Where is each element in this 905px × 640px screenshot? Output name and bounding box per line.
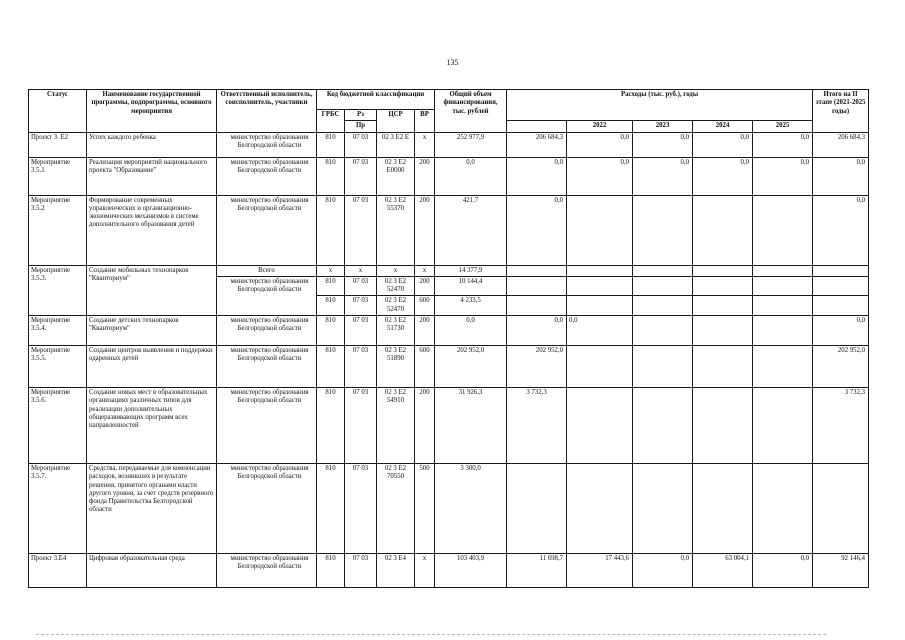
year-2021-cell: 11 698,7 bbox=[507, 553, 567, 587]
year-2023-cell: 0,0 bbox=[633, 553, 693, 587]
vr-cell: х bbox=[415, 265, 435, 276]
header-expenses: Расходы (тыс. руб.), годы bbox=[507, 90, 813, 121]
header-year-2022: 2022 bbox=[567, 121, 633, 132]
year-2023-cell bbox=[633, 195, 693, 265]
year-2024-cell bbox=[693, 315, 753, 345]
csr-cell: 02 3 Е2 51890 bbox=[377, 345, 415, 387]
header-executor: Ответственный исполнитель, соисполнитель, участники bbox=[217, 90, 317, 133]
status-cell: Мероприятие 3.5.5. bbox=[29, 345, 87, 387]
year-2023-cell: 0,0 bbox=[633, 157, 693, 195]
executor-cell: министерство образования Белгородской области bbox=[217, 157, 317, 195]
header-grbs: ГРБС bbox=[317, 110, 345, 133]
name-cell: Средства, передаваемые для компенсации расходов, возникших в результате решения, принятого органами власти другого уровня, за счет средств резервного фонда Правительства Белгородской области bbox=[87, 463, 217, 553]
year-2024-cell bbox=[693, 195, 753, 265]
year-2025-cell bbox=[753, 315, 813, 345]
header-year-2023: 2023 bbox=[633, 121, 693, 132]
header-year-2025: 2025 bbox=[753, 121, 813, 132]
total-cell: 10 144,4 bbox=[435, 276, 507, 296]
csr-cell: 02 3 Е4 bbox=[377, 553, 415, 587]
empty-cell bbox=[693, 296, 753, 316]
name-cell: Создание новых мест в образовательных организациях различных типов для реализации дополнительных общеразвивающих программ всех направленностей bbox=[87, 387, 217, 463]
empty-cell bbox=[693, 265, 753, 276]
executor-cell: министерство образования Белгородской области bbox=[217, 195, 317, 265]
year-2025-cell bbox=[753, 387, 813, 463]
header-status: Статус bbox=[29, 90, 87, 133]
year-2021-cell: 0,0 bbox=[507, 315, 567, 345]
year-2022-cell bbox=[567, 345, 633, 387]
executor-cell: министерство образования Белгородской области bbox=[217, 276, 317, 315]
name-cell: Создание центров выявления и поддержки одаренных детей bbox=[87, 345, 217, 387]
grbs-cell: 810 bbox=[317, 463, 345, 553]
header-year-1 bbox=[507, 121, 567, 132]
total-cell: 103 403,9 bbox=[435, 553, 507, 587]
vr-cell: 200 bbox=[415, 195, 435, 265]
vr-cell: 200 bbox=[415, 157, 435, 195]
csr-cell: 02 3 Е2 51730 bbox=[377, 315, 415, 345]
empty-cell bbox=[507, 296, 567, 316]
empty-cell bbox=[813, 276, 869, 296]
total-cell: 14 377,9 bbox=[435, 265, 507, 276]
empty-cell bbox=[753, 265, 813, 276]
csr-cell: 02 3 Е2 52470 bbox=[377, 276, 415, 296]
year-2022-cell: 17 443,6 bbox=[567, 553, 633, 587]
csr-cell: 02 3 Е2 54910 bbox=[377, 387, 415, 463]
rzpr-cell: 07 03 bbox=[345, 276, 377, 296]
itogo-cell: 0,0 bbox=[813, 315, 869, 345]
year-2025-cell: 0,0 bbox=[753, 132, 813, 157]
year-2022-cell: 0,0 bbox=[567, 157, 633, 195]
total-cell: 202 952,0 bbox=[435, 345, 507, 387]
year-2022-cell: 0,0 bbox=[567, 132, 633, 157]
page-number: 135 bbox=[446, 58, 459, 67]
rzpr-cell: 07 03 bbox=[345, 296, 377, 316]
executor-cell: министерство образования Белгородской области bbox=[217, 463, 317, 553]
empty-cell bbox=[753, 276, 813, 296]
year-2024-cell bbox=[693, 387, 753, 463]
year-2025-cell bbox=[753, 345, 813, 387]
name-cell: Создание мобильных технопарков "Кванториум" bbox=[87, 265, 217, 315]
year-2023-cell bbox=[633, 345, 693, 387]
executor-cell: Всего bbox=[217, 265, 317, 276]
rzpr-cell: 07 03 bbox=[345, 195, 377, 265]
year-2023-cell bbox=[633, 463, 693, 553]
status-cell: Проект 3.Е4 bbox=[29, 553, 87, 587]
executor-cell: министерство образования Белгородской области bbox=[217, 553, 317, 587]
csr-cell: 02 3 Е2 Е0000 bbox=[377, 157, 415, 195]
status-cell: Мероприятие 3.5.3. bbox=[29, 265, 87, 315]
year-2021-cell: 3 732,3 bbox=[507, 387, 567, 463]
status-cell: Мероприятие 3.5.7. bbox=[29, 463, 87, 553]
year-2025-cell: 0,0 bbox=[753, 157, 813, 195]
empty-cell bbox=[507, 265, 567, 276]
status-cell: Мероприятие 3.5.1 bbox=[29, 157, 87, 195]
empty-cell bbox=[633, 276, 693, 296]
header-total-funding: Общий объем финансирования, тыс. рублей bbox=[435, 90, 507, 133]
csr-cell: х bbox=[377, 265, 415, 276]
year-2022-cell bbox=[567, 195, 633, 265]
executor-cell: министерство образования Белгородской области bbox=[217, 315, 317, 345]
header-pr: Пр bbox=[345, 121, 377, 132]
name-cell: Успех каждого ребенка bbox=[87, 132, 217, 157]
empty-cell bbox=[633, 265, 693, 276]
table-row bbox=[29, 315, 869, 345]
year-2024-cell bbox=[693, 345, 753, 387]
csr-cell: 02 3 Е2 70550 bbox=[377, 463, 415, 553]
vr-cell: х bbox=[415, 553, 435, 587]
empty-cell bbox=[567, 276, 633, 296]
grbs-cell: 810 bbox=[317, 132, 345, 157]
empty-cell bbox=[567, 296, 633, 316]
status-cell: Проект 3. Е2 bbox=[29, 132, 87, 157]
year-2025-cell bbox=[753, 195, 813, 265]
executor-cell: министерство образования Белгородской области bbox=[217, 387, 317, 463]
name-cell: Создание детских технопарков "Кванториум" bbox=[87, 315, 217, 345]
table-row bbox=[29, 265, 869, 276]
rzpr-cell: х bbox=[345, 265, 377, 276]
vr-cell: 600 bbox=[415, 345, 435, 387]
year-2025-cell: 0,0 bbox=[753, 553, 813, 587]
year-2024-cell: 0,0 bbox=[693, 132, 753, 157]
year-2025-cell bbox=[753, 463, 813, 553]
grbs-cell: 810 bbox=[317, 195, 345, 265]
year-2024-cell bbox=[693, 463, 753, 553]
year-2021-cell: 206 684,3 bbox=[507, 132, 567, 157]
executor-cell: министерство образования Белгородской области bbox=[217, 345, 317, 387]
year-2022-cell bbox=[567, 387, 633, 463]
table-row bbox=[29, 195, 869, 265]
rzpr-cell: 07 03 bbox=[345, 315, 377, 345]
table-row bbox=[29, 387, 869, 463]
empty-cell bbox=[813, 296, 869, 316]
grbs-cell: х bbox=[317, 265, 345, 276]
header-name: Наименование государственной программы, подпрограммы, основного мероприятия bbox=[87, 90, 217, 133]
vr-cell: 500 bbox=[415, 463, 435, 553]
grbs-cell: 810 bbox=[317, 157, 345, 195]
table-row bbox=[29, 553, 869, 587]
year-2021-cell: 0,0 bbox=[507, 195, 567, 265]
vr-cell: 600 bbox=[415, 296, 435, 316]
empty-cell bbox=[813, 265, 869, 276]
vr-cell: 200 bbox=[415, 387, 435, 463]
budget-table bbox=[28, 89, 869, 588]
empty-cell bbox=[693, 276, 753, 296]
executor-cell: министерство образования Белгородской области bbox=[217, 132, 317, 157]
grbs-cell: 810 bbox=[317, 296, 345, 316]
grbs-cell: 810 bbox=[317, 345, 345, 387]
status-cell: Мероприятие 3.5.2 bbox=[29, 195, 87, 265]
year-2022-cell: 0,0 bbox=[567, 315, 633, 345]
year-2023-cell: 0,0 bbox=[633, 132, 693, 157]
header-rz: Рз bbox=[345, 110, 377, 121]
grbs-cell: 810 bbox=[317, 276, 345, 296]
itogo-cell: 206 684,3 bbox=[813, 132, 869, 157]
year-2024-cell: 63 004,1 bbox=[693, 553, 753, 587]
rzpr-cell: 07 03 bbox=[345, 463, 377, 553]
itogo-cell: 202 952,0 bbox=[813, 345, 869, 387]
itogo-cell bbox=[813, 463, 869, 553]
empty-cell bbox=[567, 265, 633, 276]
total-cell: 0,0 bbox=[435, 157, 507, 195]
page-bottom-divider bbox=[36, 634, 826, 635]
grbs-cell: 810 bbox=[317, 553, 345, 587]
header-budget-code: Код бюджетной классификации bbox=[317, 90, 435, 110]
vr-cell: х bbox=[415, 132, 435, 157]
csr-cell: 02 3 Е2 52470 bbox=[377, 296, 415, 316]
grbs-cell: 810 bbox=[317, 315, 345, 345]
name-cell: Реализация мероприятий национального проекта "Образование" bbox=[87, 157, 217, 195]
rzpr-cell: 07 03 bbox=[345, 132, 377, 157]
itogo-cell: 3 732,3 bbox=[813, 387, 869, 463]
year-2022-cell bbox=[567, 463, 633, 553]
rzpr-cell: 07 03 bbox=[345, 157, 377, 195]
table-row bbox=[29, 157, 869, 195]
csr-cell: 02 3 Е2 Е bbox=[377, 132, 415, 157]
vr-cell: 200 bbox=[415, 315, 435, 345]
rzpr-cell: 07 03 bbox=[345, 553, 377, 587]
total-cell: 252 977,9 bbox=[435, 132, 507, 157]
csr-cell: 02 3 Е2 55370 bbox=[377, 195, 415, 265]
header-year-2024: 2024 bbox=[693, 121, 753, 132]
total-cell: 4 233,5 bbox=[435, 296, 507, 316]
vr-cell: 200 bbox=[415, 276, 435, 296]
year-2021-cell bbox=[507, 463, 567, 553]
year-2021-cell: 202 952,0 bbox=[507, 345, 567, 387]
grbs-cell: 810 bbox=[317, 387, 345, 463]
header-itogo: Итого на II этапе (2021-2025 годы) bbox=[813, 90, 869, 133]
table-row bbox=[29, 345, 869, 387]
itogo-cell: 0,0 bbox=[813, 195, 869, 265]
empty-cell bbox=[507, 276, 567, 296]
itogo-cell: 92 146,4 bbox=[813, 553, 869, 587]
table-row bbox=[29, 463, 869, 553]
name-cell: Цифровая образовательная среда bbox=[87, 553, 217, 587]
header-vr: ВР bbox=[415, 110, 435, 133]
itogo-cell: 0,0 bbox=[813, 157, 869, 195]
year-2023-cell bbox=[633, 315, 693, 345]
header-csr: ЦСР bbox=[377, 110, 415, 133]
rzpr-cell: 07 03 bbox=[345, 387, 377, 463]
empty-cell bbox=[753, 296, 813, 316]
status-cell: Мероприятие 3.5.6. bbox=[29, 387, 87, 463]
year-2024-cell: 0,0 bbox=[693, 157, 753, 195]
name-cell: Формирование современных управленческих и организационно-экономических механизмов в системе дополнительного образования детей bbox=[87, 195, 217, 265]
year-2021-cell: 0,0 bbox=[507, 157, 567, 195]
table-row bbox=[29, 132, 869, 157]
total-cell: 421,7 bbox=[435, 195, 507, 265]
status-cell: Мероприятие 3.5.4. bbox=[29, 315, 87, 345]
total-cell: 31 926,3 bbox=[435, 387, 507, 463]
total-cell: 3 300,0 bbox=[435, 463, 507, 553]
total-cell: 0,0 bbox=[435, 315, 507, 345]
year-2023-cell bbox=[633, 387, 693, 463]
rzpr-cell: 07 03 bbox=[345, 345, 377, 387]
empty-cell bbox=[633, 296, 693, 316]
